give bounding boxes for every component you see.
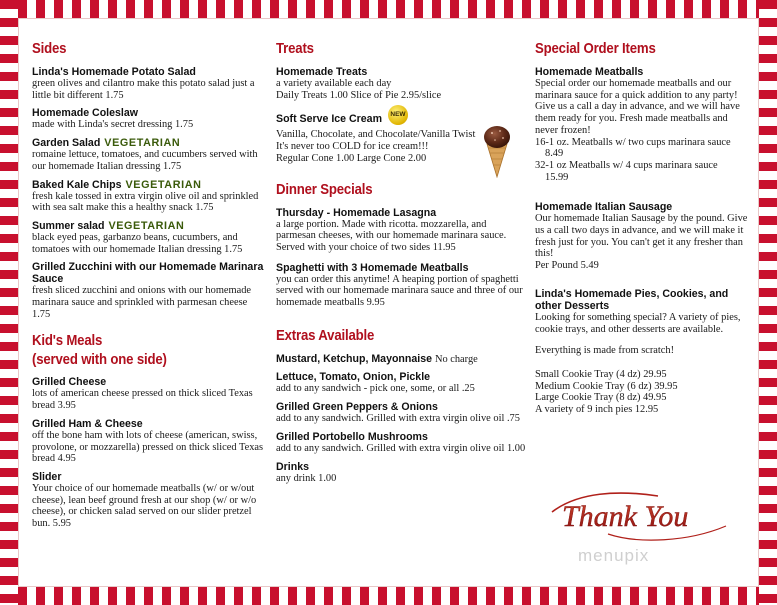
- menu-item: [32, 137, 264, 172]
- item-name: Linda's Homemade Pies, Cookies, and other Desserts: [535, 287, 729, 312]
- item-name: Baked Kale Chips: [32, 178, 122, 191]
- spacer: [276, 315, 526, 327]
- menu-item: [32, 261, 264, 320]
- menu-item: [276, 461, 526, 485]
- item-desc: black eyed peas, garbanzo beans, cucumbers, and tomatoes with our homemade Italian dressing 1.75: [32, 231, 243, 255]
- item-name: Grilled Ham & Cheese: [32, 417, 143, 430]
- item-price: 15.99: [545, 171, 569, 183]
- item-name-row: [32, 220, 264, 232]
- menu-item: [276, 262, 526, 309]
- vegetarian-tag: VEGETARIAN: [104, 137, 181, 150]
- menu-item: [32, 107, 264, 131]
- item-name: Mustard, Ketchup, Mayonnaise: [276, 352, 432, 365]
- item-name: Lettuce, Tomato, Onion, Pickle: [276, 371, 431, 384]
- item-desc: made with Linda's secret dressing 1.75: [32, 119, 194, 131]
- menu-item: [32, 66, 264, 101]
- item-name: Summer salad: [32, 219, 105, 232]
- item-name: Slider: [32, 470, 62, 483]
- item-price: Regular Cone 1.00 Large Cone 2.00: [276, 152, 427, 164]
- item-name: Homemade Treats: [276, 66, 368, 78]
- item-desc: a variety available each day: [276, 78, 392, 89]
- dinner-specials-title: Dinner Specials: [276, 180, 373, 198]
- item-price: 8.49: [545, 148, 564, 160]
- item-desc: Our homemade Italian Sausage by the pound. Give us a call two days in advance, and we will make it fresh just for you. You can't get it any fresher than this!: [535, 213, 748, 260]
- menu-panel: [18, 18, 759, 587]
- kids-meals-subtitle: (served with one side): [32, 351, 167, 369]
- menu-item: [32, 376, 264, 411]
- menu-item: [276, 431, 526, 455]
- menu-item: [276, 353, 526, 366]
- treats-title: Treats: [276, 40, 314, 57]
- item-desc: green olives and cilantro make this potato salad just a little bit different 1.75: [32, 78, 255, 101]
- thank-you-script: [548, 482, 733, 552]
- item-desc: off the bone ham with lots of cheese (american, swiss, provolone, or mozzarella) pressed on thick sliced Texas bread 4.95: [32, 429, 264, 465]
- item-desc: fresh sliced zucchini and onions with our homemade marinara sauce and sprinkled with parmesan cheese 1.75: [32, 285, 252, 320]
- menu-item: [276, 66, 526, 101]
- menu-item: [32, 471, 264, 530]
- item-name: Grilled Zucchini with our Homemade Marinara Sauce: [32, 261, 264, 286]
- item-desc: It's never too COLD for ice cream!!!: [276, 141, 429, 153]
- ice-cream-cone-icon: [480, 122, 514, 178]
- item-price: Per Pound 5.49: [535, 260, 599, 272]
- kids-meals-title: Kid's Meals: [32, 332, 103, 350]
- item-desc: add to any sandwich. Grilled with extra virgin olive oil .75: [276, 413, 520, 425]
- column-left: [32, 40, 264, 536]
- special-order-title: Special Order Items: [535, 40, 656, 57]
- item-desc: a large portion. Made with ricotta. mozzarella, and parmesan cheeses, with our homemade marinara sauce. Served with your choice of two sides 11.95: [276, 218, 507, 253]
- tray-price: Medium Cookie Tray (6 dz) 39.95: [535, 380, 678, 392]
- extras-title: Extras Available: [276, 326, 375, 344]
- item-price: Daily Treats 1.00 Slice of Pie 2.95/slice: [276, 89, 442, 101]
- item-desc: you can order this anytime! A heaping portion of spaghetti served with our homemade marinara sauce and three of our homemade meatballs 9.95: [276, 273, 523, 309]
- item-option: 16-1 oz. Meatballs w/ two cups marinara sauce: [535, 136, 731, 148]
- item-name: Grilled Portobello Mushrooms: [276, 430, 428, 443]
- scratch-note: Everything is made from scratch!: [535, 345, 675, 357]
- item-name: Homemade Meatballs: [535, 66, 644, 78]
- item-name: Linda's Homemade Potato Salad: [32, 66, 196, 78]
- item-name: Garden Salad: [32, 137, 101, 150]
- tray-price: A variety of 9 inch pies 12.95: [535, 404, 659, 416]
- item-name-row: [32, 137, 264, 149]
- tray-price: Large Cookie Tray (8 dz) 49.95: [535, 392, 667, 404]
- item-name: Soft Serve Ice Cream: [276, 113, 382, 126]
- menu-item: [276, 207, 526, 254]
- menu-item: [535, 201, 751, 272]
- item-desc: romaine lettuce, tomatoes, and cucumbers served with our homemade Italian dressing 1.75: [32, 149, 258, 172]
- menu-item: [32, 220, 264, 255]
- watermark-logo: menupix: [578, 546, 650, 565]
- item-name: Thursday - Homemade Lasagna: [276, 206, 437, 219]
- item-name: Homemade Italian Sausage: [535, 201, 673, 214]
- thank-you-text: Thank You: [562, 500, 689, 533]
- tray-price: Small Cookie Tray (4 dz) 29.95: [535, 368, 667, 380]
- menu-item: [276, 401, 526, 425]
- menu-item: [535, 288, 751, 335]
- spacer: [535, 189, 751, 201]
- item-desc: Looking for something special? A variety of pies, cookie trays, and other desserts are available.: [535, 311, 741, 335]
- item-desc: Vanilla, Chocolate, and Chocolate/Vanilla Twist: [276, 129, 476, 141]
- column-middle: [276, 40, 526, 490]
- menu-item: [535, 66, 751, 183]
- new-badge: NEW: [388, 105, 408, 125]
- menu-item: [32, 418, 264, 465]
- item-desc: Your choice of our homemade meatballs (w/ or w/out cheese), lean beef ground fresh at our shop (w/ or w/o cheese), or chicken salad served on our slider pretzel bun. 5.95: [32, 482, 257, 530]
- vegetarian-tag: VEGETARIAN: [108, 219, 185, 232]
- menu-item: [276, 371, 526, 395]
- spacer: [535, 357, 751, 369]
- item-desc: fresh kale tossed in extra virgin olive oil and sprinkled with sea salt make this a healthy snack 1.75: [32, 190, 259, 214]
- item-desc: add to any sandwich. Grilled with extra virgin olive oil 1.00: [276, 442, 526, 454]
- spacer: [535, 278, 751, 288]
- item-price: No charge: [434, 353, 478, 365]
- menu-item: [32, 179, 264, 214]
- item-name: Drinks: [276, 460, 309, 473]
- item-desc: lots of american cheese pressed on thick sliced Texas bread 3.95: [32, 388, 253, 412]
- vegetarian-tag: VEGETARIAN: [125, 178, 202, 191]
- column-right: [535, 40, 751, 416]
- item-name: Homemade Coleslaw: [32, 107, 138, 120]
- item-name-row: [32, 179, 264, 191]
- item-desc: any drink 1.00: [276, 472, 337, 484]
- item-name: Grilled Green Peppers & Onions: [276, 401, 438, 414]
- item-option: 32-1 oz Meatballs w/ 4 cups marinara sauce: [535, 159, 718, 171]
- item-name: Spaghetti with 3 Homemade Meatballs: [276, 261, 469, 274]
- item-desc: Special order our homemade meatballs and our marinara sauce for a quick addition to any party! Give us a call a day in advance, and we will have them ready for you. Fresh made meatballs and never frozen!: [535, 78, 740, 136]
- item-name: Grilled Cheese: [32, 376, 107, 389]
- sides-title: Sides: [32, 40, 67, 57]
- item-desc: add to any sandwich - pick one, some, or all .25: [276, 383, 475, 395]
- item-name-row: [276, 353, 526, 366]
